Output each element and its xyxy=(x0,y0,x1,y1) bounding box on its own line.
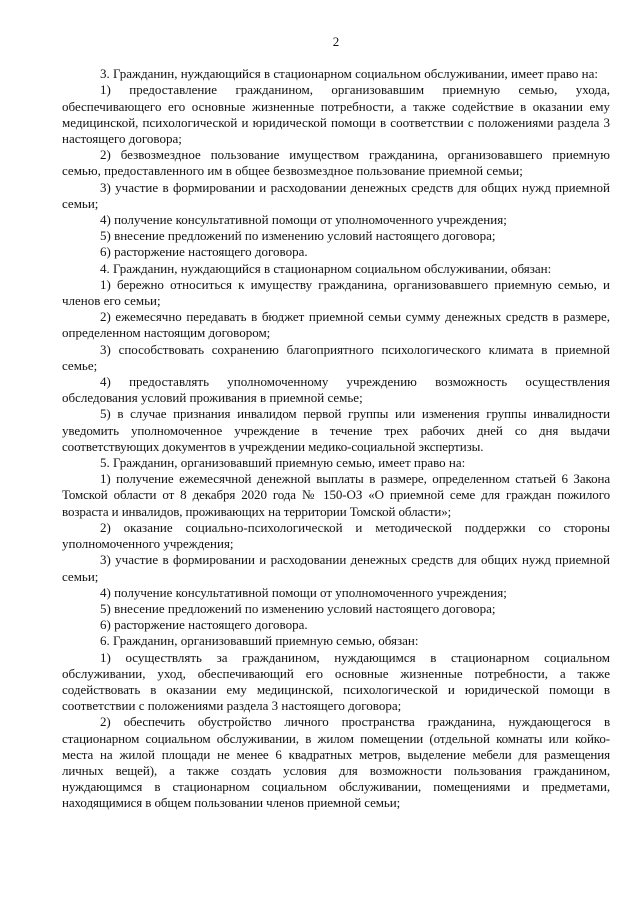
paragraph-6-item-2: 2) обеспечить обустройство личного пространства гражданина, нуждающегося в стационарном социальном обслуживании, в жилом помещении (отдельной комнаты или койко-места на жилой площади не менее 6 квадратных метров, выделение мебели для размещения личных вещей), а также создать условия для возможности пользования гражданином, нуждающимся в стационарном социальном обслуживании, помещениями и предметами, находящимися в общем пользовании членов приемной семьи; xyxy=(62,714,610,811)
paragraph-5-item-6: 6) расторжение настоящего договора. xyxy=(100,617,308,633)
paragraph-3-item-4: 4) получение консультативной помощи от уполномоченного учреждения; xyxy=(100,212,507,228)
paragraph-5-item-3: 3) участие в формировании и расходовании денежных средств для общих нужд приемной семьи; xyxy=(62,552,610,584)
paragraph-5-item-5: 5) внесение предложений по изменению условий настоящего договора; xyxy=(100,600,496,616)
paragraph-3-item-5: 5) внесение предложений по изменению условий настоящего договора; xyxy=(100,228,496,244)
paragraph-6-duties-header: 6. Гражданин, организовавший приемную семью, обязан: xyxy=(100,633,419,649)
paragraph-3-item-3: 3) участие в формировании и расходовании денежных средств для общих нужд приемной семьи; xyxy=(62,179,610,211)
paragraph-3-rights-header: 3. Гражданин, нуждающийся в стационарном социальном обслуживании, имеет право на: xyxy=(100,66,599,82)
paragraph-3-item-6: 6) расторжение настоящего договора. xyxy=(100,244,308,260)
document-page xyxy=(62,34,610,812)
paragraph-3-item-2: 2) безвозмездное пользование имуществом гражданина, организовавшего приемную семью, предоставленного им в общее безвозмездное пользование приемной семьи; xyxy=(62,147,610,179)
paragraph-4-duties-header: 4. Гражданин, нуждающийся в стационарном социальном обслуживании, обязан: xyxy=(100,260,552,276)
paragraph-4-item-5: 5) в случае признания инвалидом первой группы или изменения группы инвалидности уведомить уполномоченное учреждение в течение трех рабочих дней со дня выдачи соответствующих документов в учреждении медико-социальной экспертизы. xyxy=(62,406,610,454)
paragraph-5-item-2: 2) оказание социально-психологической и методической поддержки со стороны уполномоченного учреждения; xyxy=(62,519,610,552)
paragraph-6-item-1: 1) осуществлять за гражданином, нуждающимся в стационарном социальном обслуживании, уход, обеспечивающий его основные жизненные потребности, а также содействовать в оказании ему медицинской, психологической и юридической помощи в соответствии с положениями раздела 3 настоящего договора; xyxy=(62,649,610,714)
paragraph-4-item-2: 2) ежемесячно передавать в бюджет приемной семьи сумму денежных средств в размере, определенном настоящим договором; xyxy=(62,309,610,341)
paragraph-4-item-4: 4) предоставлять уполномоченному учреждению возможность осуществления обследования условий проживания в приемной семье; xyxy=(62,374,610,406)
paragraph-5-item-4: 4) получение консультативной помощи от уполномоченного учреждения; xyxy=(100,584,507,600)
paragraph-4-item-1: 1) бережно относиться к имуществу гражданина, организовавшего приемную семью, и членов его семьи; xyxy=(62,276,610,309)
page-number: 2 xyxy=(332,34,340,49)
paragraph-4-item-3: 3) способствовать сохранению благоприятного психологического климата в приемной семье; xyxy=(62,341,610,373)
paragraph-3-item-1: 1) предоставление гражданином, организовавшим приемную семью, ухода, обеспечивающего его основные жизненные потребности, а также содействие в оказании ему медицинской, психологической и юридической помощи в соответствии с положениями раздела 3 настоящего договора; xyxy=(62,82,610,147)
paragraph-5-item-1: 1) получение ежемесячной денежной выплаты в размере, определенном статьей 6 Закона Томской области от 8 декабря 2020 года № 150-ОЗ «О приемной семе для граждан пожилого возраста и инвалидов, проживающих на территории Томской области»; xyxy=(62,471,610,519)
paragraph-5-rights-header: 5. Гражданин, организовавший приемную семью, имеет право на: xyxy=(100,455,466,471)
